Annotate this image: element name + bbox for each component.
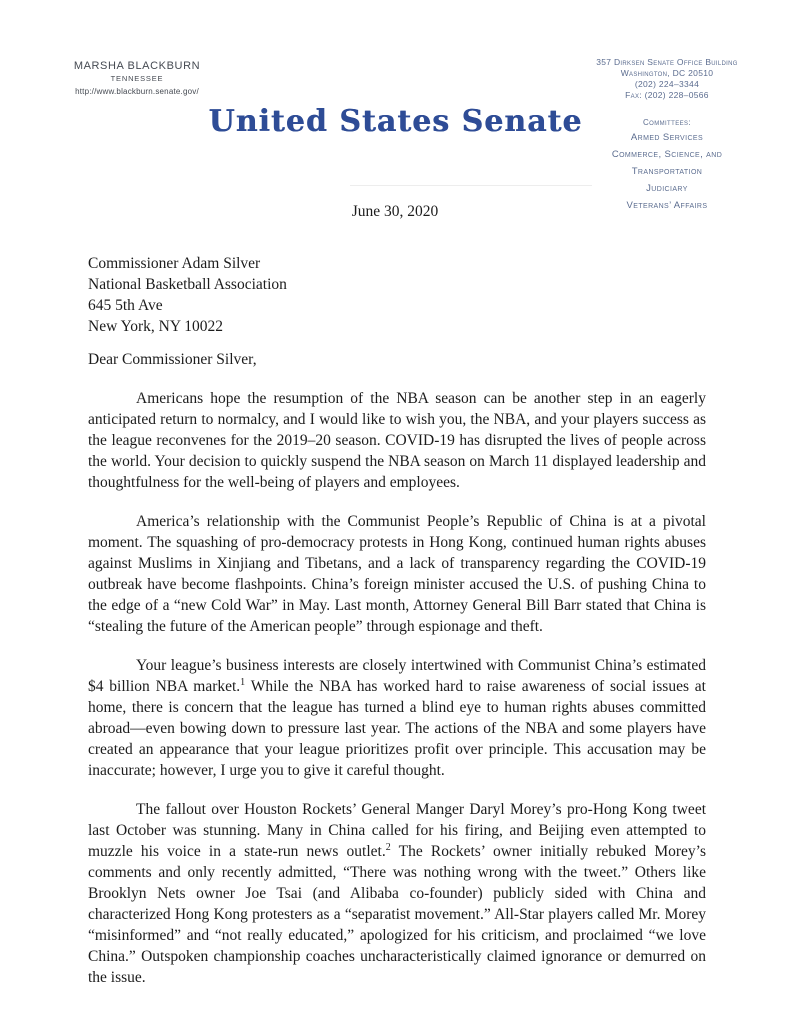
office-address-line: Washington, DC 20510 (620, 68, 714, 78)
paragraph-text: The fallout over Houston Rockets’ General Manger Daryl Morey’s pro-Hong Kong tweet last October was stunning. Many in China called for his firing, and Beijing even attempted to muzzle his voice in a state-run news outlet. (88, 801, 706, 860)
office-address-block (583, 57, 751, 101)
letter-date: June 30, 2020 (351, 203, 439, 220)
recipient-address-block (88, 253, 706, 337)
sender-state: TENNESSEE (110, 74, 164, 83)
sender-block (52, 60, 222, 96)
committees-label: Committees: (642, 118, 692, 127)
office-fax-line: Fax: (202) 228–0566 (625, 90, 709, 100)
paragraph-text: While the NBA has worked hard to raise awareness of social issues at home, there is concern that the league has turned a blind eye to human rights abuses committed abroad—even bowing down to pressure last year. The actions of the NBA and some players have created an appearance that your league prioritizes profit over principle. This accusation may be inaccurate; however, I urge you to give it careful thought. (88, 678, 706, 779)
committees-block (583, 117, 751, 214)
committee-item: Judiciary (646, 183, 688, 194)
committee-item: Armed Services (630, 132, 704, 143)
body-paragraph-2: America’s relationship with the Communist People’s Republic of China is at a pivotal moment. The squashing of pro-democracy protests in Hong Kong, continued human rights abuses against Muslims in Xinjiang and Tibetans, and a lack of transparency regarding the COVID-19 outbreak have become flashpoints. China’s foreign minister accused the U.S. of pushing China to the edge of a “new Cold War” in May. Last month, Attorney General Bill Barr stated that China is “stealing the future of the American people” through espionage and theft. (88, 513, 706, 635)
paragraph-text: The Rockets’ owner initially rebuked Morey’s comments and only recently admitted, “There was nothing wrong with the tweet.” Others like Brooklyn Nets owner Joe Tsai (and Alibaba co-founder) publicly sided with China and characterized Hong Kong protesters as a “separatist movement.” All-Star players called Mr. Morey “misinformed” and “not really educated,” apologized for his criticism, and proclaimed “we love China.” Outspoken championship coaches uncharacteristically claimed ignorance or demurred on the issue. (88, 843, 706, 986)
sender-website-url: http://www.blackburn.senate.gov/ (75, 87, 199, 96)
paragraph-text: Your league’s business interests are closely intertwined with Communist China’s estimated $4 billion NBA market. (88, 657, 706, 695)
sender-name: MARSHA BLACKBURN (73, 60, 201, 72)
body-paragraph-3 (88, 655, 706, 781)
letter-content (88, 253, 706, 988)
salutation: Dear Commissioner Silver, (88, 351, 257, 368)
recipient-organization: National Basketball Association (88, 276, 287, 293)
committee-item: Commerce, Science, and Transportation (611, 149, 723, 177)
body-paragraph-1: Americans hope the resumption of the NBA season can be another step in an eagerly anticipated return to normalcy, and I would like to wish you, the NBA, and your players success as the league reconvenes for the 2019–20 season. COVID-19 has disrupted the lives of people across the world. Your decision to quickly suspend the NBA season on March 11 displayed leadership and thoughtfulness for the well-being of players and employees. (88, 390, 706, 491)
footnote-marker-2: 2 (385, 841, 391, 853)
recipient-city: New York, NY 10022 (88, 318, 224, 335)
office-phone-line: (202) 224–3344 (634, 79, 700, 89)
scan-artifact-rule (350, 185, 592, 186)
senate-letterhead-title: United States Senate (208, 104, 583, 139)
footnote-marker-1: 1 (240, 676, 246, 688)
recipient-street: 645 5th Ave (88, 297, 163, 314)
committee-item: Veterans’ Affairs (626, 200, 708, 211)
recipient-name: Commissioner Adam Silver (88, 255, 261, 272)
body-paragraph-4 (88, 799, 706, 988)
office-address-line: 357 Dirksen Senate Office Building (596, 57, 738, 67)
